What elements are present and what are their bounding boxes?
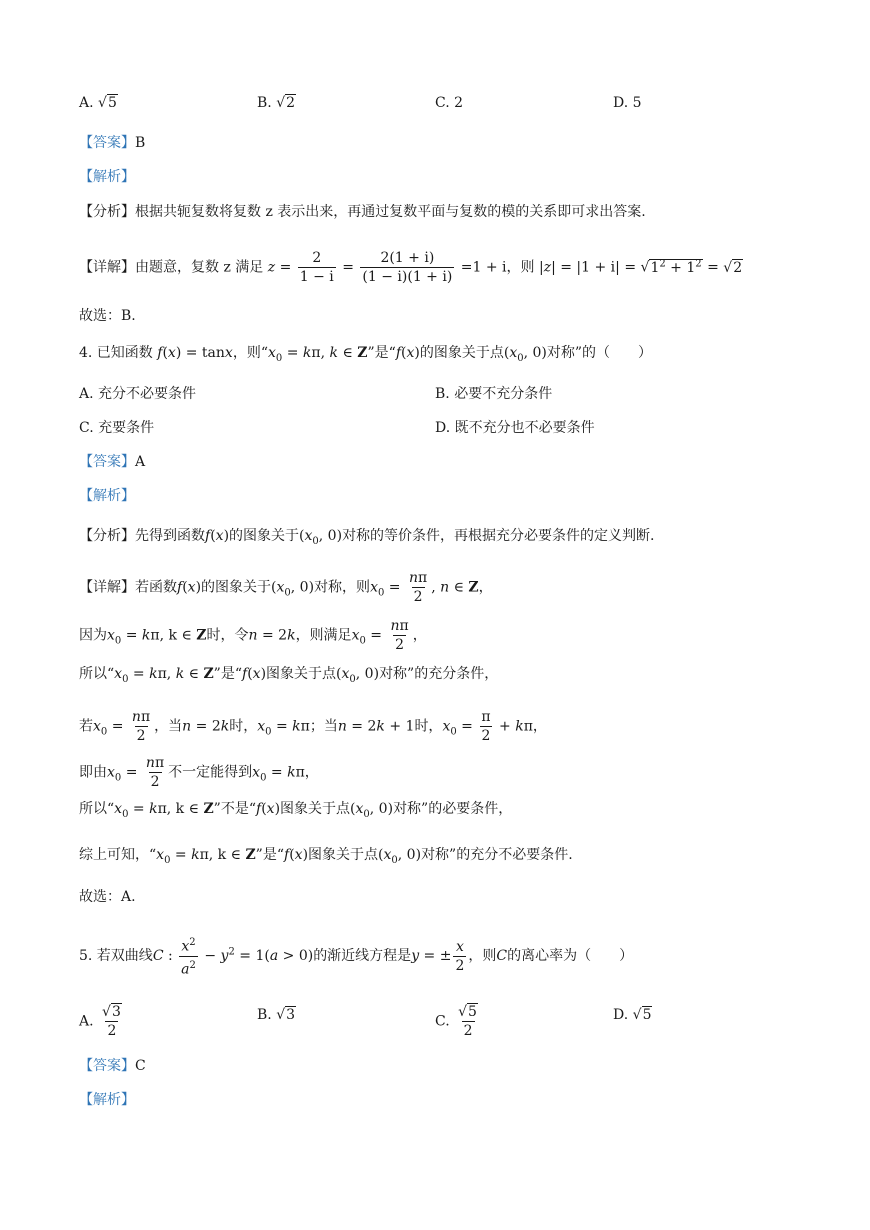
q4-xiangjie-line2: 因为$x_0 = k\pi$, k ∈ Z时，令n = 2k，则满足$x_0$ = $\frac{n\pi}{2}$ ， bbox=[79, 618, 427, 653]
text-segment: 对称”的充分不必要条件. bbox=[421, 847, 573, 863]
answer-tag: 【答案】 bbox=[79, 1058, 135, 1074]
text-segment: 时， bbox=[229, 718, 258, 735]
text-segment: 所以“ bbox=[79, 666, 115, 682]
text-segment: ，则 bbox=[506, 259, 535, 276]
text-segment: ”是“ bbox=[213, 666, 242, 682]
option-letter: A. bbox=[79, 1013, 94, 1030]
text-segment: 即由 bbox=[79, 764, 107, 781]
q4-fenxi: 【分析】先得到函数f(x)的图象关于($x_0$, 0)对称的等价条件，再根据充分必要条件的定义判断. bbox=[79, 528, 655, 547]
q3-jiexi-tag: 【解析】 bbox=[79, 169, 135, 185]
answer-value: A bbox=[135, 454, 146, 470]
option-letter: D. bbox=[613, 1007, 629, 1023]
fenxi-text: 根据共轭复数将复数 z 表示出来，再通过复数平面与复数的模的关系即可求出答案. bbox=[135, 204, 646, 220]
fraction: $\frac{2(1 + i)}{(1 - i)(1 + i)}$ bbox=[362, 250, 453, 285]
q4-xiangjie-line7: 综上可知，“$x_0 = k\pi$, k ∈ Z”是“f(x)图象关于点($x_0$, 0)对称”的充分不必要条件. bbox=[79, 847, 573, 866]
q4-xiangjie-line6: 所以“$x_0 = k\pi$, k ∈ Z”不是“f(x)图象关于点($x_0$, 0)对称”的必要条件， bbox=[79, 801, 513, 820]
q5-option-c: C. $\frac{√5}{2}$ bbox=[435, 1004, 477, 1039]
q4-answer bbox=[79, 452, 145, 472]
answer-value: B bbox=[135, 135, 146, 151]
option-letter: A. bbox=[79, 95, 94, 111]
text-segment: 5. 若双曲线 bbox=[79, 948, 153, 965]
option-letter: B. bbox=[257, 95, 272, 111]
text-segment: 对称”的充分条件， bbox=[379, 666, 499, 682]
sqrt-expression: √5 bbox=[98, 95, 117, 111]
q4-option-d: D. 既不充分也不必要条件 bbox=[435, 420, 595, 436]
text-segment: 综上可知，“ bbox=[79, 847, 157, 863]
answer-tag: 【答案】 bbox=[79, 454, 135, 470]
q4-xiangjie-line1: 【详解】若函数f(x)的图象关于($x_0$, 0)对称，则$x_0$ = $\frac{n\pi}{2}$ , n ∈ Z， bbox=[79, 570, 493, 605]
answer-tag: 【答案】 bbox=[79, 135, 135, 151]
q3-xiangjie: 【详解】由题意，复数 z 满足 z = $\frac{2}{1 - i}$ = $\frac{2(1 + i)}{(1 - i)(1 + i)}$ =1 + i，则 $|z| = |1 + i| = √1^2 + 1^2 = √2$ bbox=[79, 250, 743, 285]
q4-jiexi-tag: 【解析】 bbox=[79, 488, 135, 504]
xiangjie-tag: 【详解】 bbox=[79, 259, 135, 276]
radicand: 2 bbox=[286, 95, 296, 111]
q3-conclusion: 故选：B. bbox=[79, 308, 136, 324]
q3-option-b bbox=[257, 93, 296, 113]
xiangjie-tag: 【详解】 bbox=[79, 579, 135, 596]
text-segment: 因为 bbox=[79, 627, 107, 644]
text-segment: 对称的等价条件，再根据充分必要条件的定义判断. bbox=[342, 528, 655, 544]
text-segment: 若函数 bbox=[135, 579, 177, 596]
text-segment: ，则 bbox=[468, 948, 497, 965]
text-segment: 所以“ bbox=[79, 801, 115, 817]
text-segment: 的离心率为（ ） bbox=[507, 948, 634, 965]
q4-option-b: B. 必要不充分条件 bbox=[435, 386, 553, 402]
q4-option-c: C. 充要条件 bbox=[79, 420, 155, 436]
text-segment: ，当 bbox=[154, 718, 183, 735]
text-segment: 若 bbox=[79, 718, 93, 735]
q3-answer bbox=[79, 133, 145, 153]
radicand: 5 bbox=[107, 95, 117, 111]
radicand: 5 bbox=[468, 1004, 477, 1020]
q5-option-a: A. $\frac{√3}{2}$ bbox=[79, 1004, 121, 1039]
text-segment: 由题意，复数 z 满足 bbox=[135, 259, 264, 276]
q3-fenxi bbox=[79, 202, 646, 222]
radicand: 3 bbox=[286, 1007, 296, 1023]
text-segment: ，则“ bbox=[232, 345, 268, 361]
fenxi-tag: 【分析】 bbox=[79, 204, 135, 220]
q4-xiangjie-line4: 若$x_0$ = $\frac{n\pi}{2}$ ，当n = 2k时，$x_0 = k\pi$；当n = 2k + 1时，$x_0$ = $\frac{\pi}{2}$ + kπ， bbox=[79, 709, 547, 744]
text-segment: 图象关于点 bbox=[280, 801, 351, 817]
text-segment: ，则满足 bbox=[295, 627, 352, 644]
text-segment: 时， bbox=[414, 718, 443, 735]
text-segment: 的图象关于点 bbox=[419, 345, 504, 361]
q4-xiangjie-line5: 即由$x_0$ = $\frac{n\pi}{2}$ 不一定能得到$x_0 = k\pi$， bbox=[79, 755, 319, 790]
q3-option-a bbox=[79, 93, 118, 113]
text-segment: ；当 bbox=[309, 718, 338, 735]
q4-xiangjie-line3: 所以“$x_0 = k\pi$, k ∈ Z”是“f(x)图象关于点($x_0$, 0)对称”的充分条件， bbox=[79, 666, 499, 685]
text-segment: 时，令 bbox=[206, 627, 249, 644]
option-letter: C. bbox=[435, 1013, 450, 1030]
q3-option-d: D. 5 bbox=[613, 95, 642, 111]
q4-option-a: A. 充分不必要条件 bbox=[79, 386, 197, 402]
denominator: 2 bbox=[463, 1023, 473, 1039]
q5-option-b: B. √3 bbox=[257, 1007, 296, 1023]
fenxi-tag: 【分析】 bbox=[79, 528, 135, 544]
text-segment: 的渐近线方程是 bbox=[313, 948, 412, 965]
text-segment: 对称”的必要条件， bbox=[393, 801, 513, 817]
text-segment: 的图象关于 bbox=[201, 579, 272, 596]
text-segment: 的图象关于 bbox=[229, 528, 300, 544]
denominator: 2 bbox=[107, 1023, 117, 1039]
text-segment: 图象关于点 bbox=[308, 847, 379, 863]
option-letter: B. bbox=[257, 1007, 272, 1023]
q4-conclusion: 故选：A. bbox=[79, 889, 136, 905]
q5-stem: 5. 若双曲线C : $\frac{x^2}{a^2}$ − $y^2 = 1(a > 0)$的渐近线方程是y = ± $\frac{x}{2}$ ，则C的离心率为（ ） bbox=[79, 937, 634, 978]
q5-jiexi-tag: 【解析】 bbox=[79, 1092, 135, 1108]
text-segment: 对称”的（ ） bbox=[546, 345, 653, 361]
text-segment: 不一定能得到 bbox=[168, 764, 253, 781]
q4-stem: 4. 已知函数 f(x) = tanx，则“$x_0 = k\pi$, k ∈ Z”是“f(x)的图象关于点($x_0$, 0)对称”的（ ） bbox=[79, 345, 653, 364]
q5-option-d: D. √5 bbox=[613, 1007, 652, 1023]
radicand: 5 bbox=[642, 1007, 652, 1023]
text-segment: 图象关于点 bbox=[266, 666, 337, 682]
answer-value: C bbox=[135, 1058, 146, 1074]
sqrt-expression: √2 bbox=[276, 95, 296, 111]
radicand: 3 bbox=[111, 1004, 121, 1020]
text-segment: 先得到函数 bbox=[135, 528, 205, 544]
text-segment: ”是“ bbox=[255, 847, 284, 863]
text-segment: 对称，则 bbox=[314, 579, 371, 596]
fraction: $\frac{2}{1 - i}$ bbox=[299, 250, 334, 285]
text-segment: 4. 已知函数 bbox=[79, 345, 153, 361]
text-segment: ”是“ bbox=[367, 345, 396, 361]
text-segment: ”不是“ bbox=[213, 801, 256, 817]
q3-option-c: C. 2 bbox=[435, 95, 464, 111]
q5-answer bbox=[79, 1056, 146, 1076]
